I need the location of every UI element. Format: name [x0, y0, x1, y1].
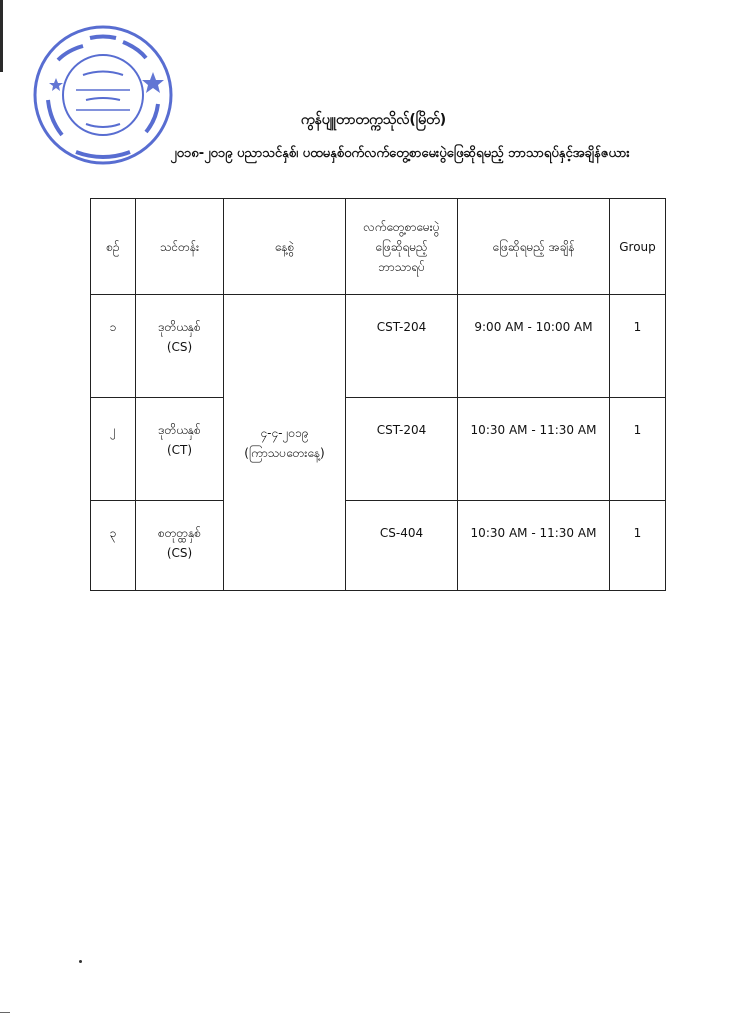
header-subject-line1: လက်တွေ့စာမေးပွဲ	[363, 219, 440, 234]
row-class-major: (CS)	[166, 340, 193, 354]
header-subject	[346, 199, 458, 295]
exam-date-cell	[224, 295, 346, 591]
header-no: စဉ်	[91, 199, 136, 295]
row-no: ၂	[91, 398, 136, 501]
scan-speck	[79, 960, 82, 963]
header-group: Group	[610, 199, 666, 295]
header-time: ဖြေဆိုရမည့် အချိန်	[458, 199, 610, 295]
scan-edge-mark	[0, 0, 3, 72]
document-org-title: ကွန်ပျူတာတက္ကသိုလ်(မြိတ်)	[300, 112, 447, 128]
row-class-year: စတုတ္ထနှစ်	[157, 526, 202, 540]
exam-schedule-table	[90, 198, 666, 591]
row-class	[136, 398, 224, 501]
document-schedule-title: ၂၀၁၈-၂၀၁၉ ပညာသင်နှစ်၊ ပထမနှစ်ဝက်လက်တွေ့စာမေးပွဲဖြေဆိုရမည့် ဘာသာရပ်နှင့်အချိန်ဇယား	[170, 146, 630, 161]
row-subject: CS-404	[346, 501, 458, 591]
row-class-major: (CT)	[166, 443, 193, 457]
table-row	[91, 501, 666, 591]
row-subject: CST-204	[346, 295, 458, 398]
row-time: 9:00 AM - 10:00 AM	[458, 295, 610, 398]
table-row	[91, 398, 666, 501]
row-time: 10:30 AM - 11:30 AM	[458, 501, 610, 591]
row-group: 1	[610, 398, 666, 501]
row-class-major: (CS)	[166, 546, 193, 560]
scan-edge-dash	[0, 1012, 10, 1013]
header-subject-line3: ဘာသာရပ်	[378, 259, 425, 274]
row-class	[136, 295, 224, 398]
row-group: 1	[610, 501, 666, 591]
row-no: ၁	[91, 295, 136, 398]
row-class	[136, 501, 224, 591]
header-subject-line2: ဖြေဆိုရမည့်	[375, 239, 428, 254]
row-no: ၃	[91, 501, 136, 591]
header-class: သင်တန်း	[136, 199, 224, 295]
table-row	[91, 295, 666, 398]
exam-day: (ကြာသပတေးနေ့)	[244, 445, 325, 460]
row-group: 1	[610, 295, 666, 398]
table-header-row	[91, 199, 666, 295]
header-date: နေ့စွဲ	[224, 199, 346, 295]
row-time: 10:30 AM - 11:30 AM	[458, 398, 610, 501]
row-subject: CST-204	[346, 398, 458, 501]
row-class-year: ဒုတိယနှစ်	[158, 320, 201, 334]
exam-date: ၄-၄-၂၀၁၉	[260, 425, 309, 440]
row-class-year: ဒုတိယနှစ်	[158, 423, 201, 437]
